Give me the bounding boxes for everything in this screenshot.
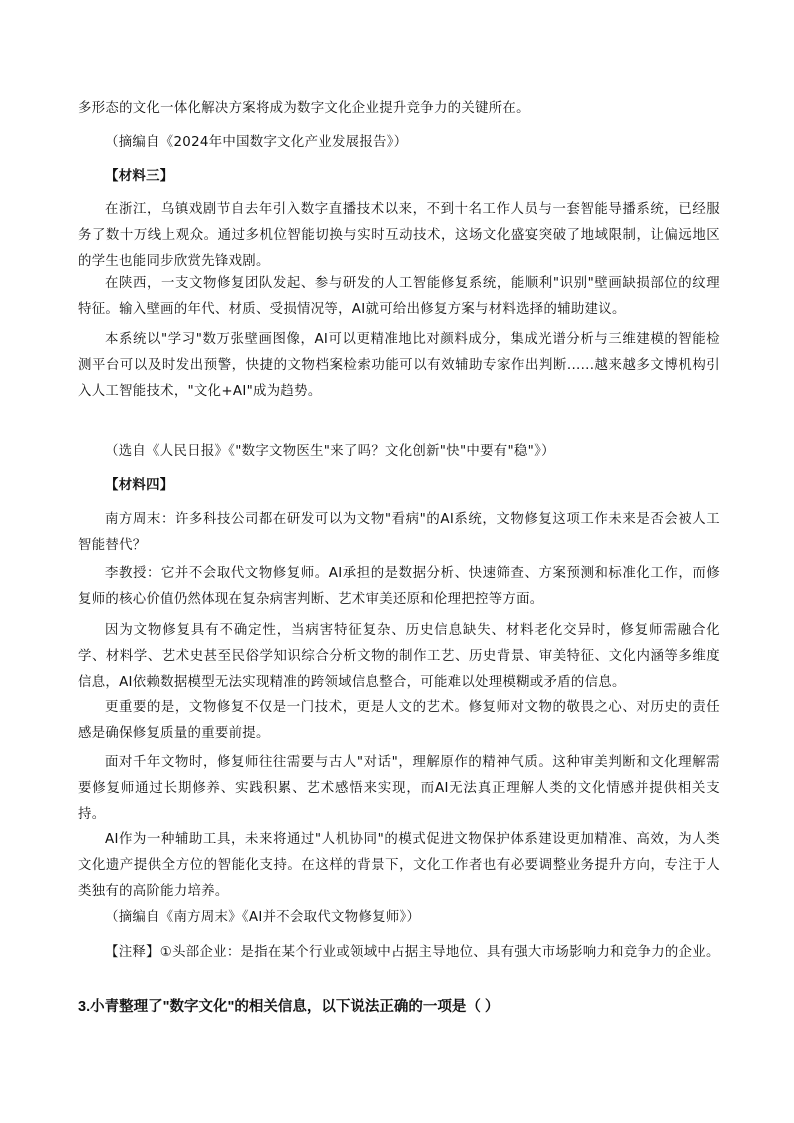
material-3-paragraph-3: 本系统以"学习"数万张壁画图像，AI可以更精准地比对颜料成分，集成光谱分析与三维建模的智能检测平台可以及时发出预警，快捷的文物档案检索功能可以有效辅助专家作出判断......越来越多文博机构引入人工智能技术，"文化+AI"成为趋势。 [78,332,720,399]
heading-material-4: 【材料四】 [105,478,174,493]
question-3: 3.小青整理了"数字文化"的相关信息，以下说法正确的一项是（ ） [78,999,500,1015]
source-citation-1: （摘编自《2024年中国数字文化产业发展报告》） [105,135,408,150]
material-4-paragraph-3: 因为文物修复具有不确定性，当病害特征复杂、历史信息缺失、材料老化交异时，修复师需融合化学、材料学、艺术史甚至民俗学知识综合分析文物的制作工艺、历史背景、审美特征、文化内涵等多维度信息，AI依赖数据模型无法实现精准的跨领域信息整合，可能难以处理模糊或矛盾的信息。 [78,623,720,690]
source-citation-2: （选自《人民日报》《"数字文物医生"来了吗？文化创新"快"中要有"稳"》） [105,444,555,459]
material-4-paragraph-5: 面对千年文物时，修复师往往需要与古人"对话"，理解原作的精神气质。这种审美判断和文化理解需要修复师通过长期修养、实践积累、艺术感悟来实现，而AI无法真正理解人类的文化情感并提供相关支持。 [78,755,720,822]
source-citation-3: （摘编自《南方周末》《AI并不会取代文物修复师》） [105,910,421,925]
heading-material-3: 【材料三】 [105,169,174,184]
material-4-paragraph-2: 李教授：它并不会取代文物修复师。AI承担的是数据分析、快速筛查、方案预测和标准化工作，而修复师的核心价值仍然体现在复杂病害判断、艺术审美还原和伦理把控等方面。 [78,566,720,607]
material-4-paragraph-4: 更重要的是，文物修复不仅是一门技术，更是人文的艺术。修复师对文物的敬畏之心、对历史的责任感是确保修复质量的重要前提。 [78,700,720,741]
annotation-note: 【注释】①头部企业：是指在某个行业或领域中占据主导地位、具有强大市场影响力和竞争力的企业。 [105,945,720,960]
paragraph-continuation: 多形态的文化一体化解决方案将成为数字文化企业提升竞争力的关键所在。 [78,101,530,116]
material-4-paragraph-1: 南方周末：许多科技公司都在研发可以为文物"看病"的AI系统，文物修复这项工作未来是否会被人工智能替代？ [78,512,720,553]
material-3-paragraph-2: 在陕西，一支文物修复团队发起、参与研发的人工智能修复系统，能顺利"识别"壁画缺损部位的纹理特征。输入壁画的年代、材质、受损情况等，AI就可给出修复方案与材料选择的辅助建议。 [78,276,720,317]
material-4-paragraph-6: AI作为一种辅助工具，未来将通过"人机协同"的模式促进文物保护体系建设更加精准、高效，为人类文化遗产提供全方位的智能化支持。在这样的背景下，文化工作者也有必要调整业务提升方向，专注于人类独有的高阶能力培养。 [78,832,720,899]
material-3-paragraph-1: 在浙江，乌镇戏剧节自去年引入数字直播技术以来，不到十名工作人员与一套智能导播系统，已经服务了数十万线上观众。通过多机位智能切换与实时互动技术，这场文化盛宴突破了地域限制，让偏远地区的学生也能同步欣赏先锋戏剧。 [78,202,720,269]
